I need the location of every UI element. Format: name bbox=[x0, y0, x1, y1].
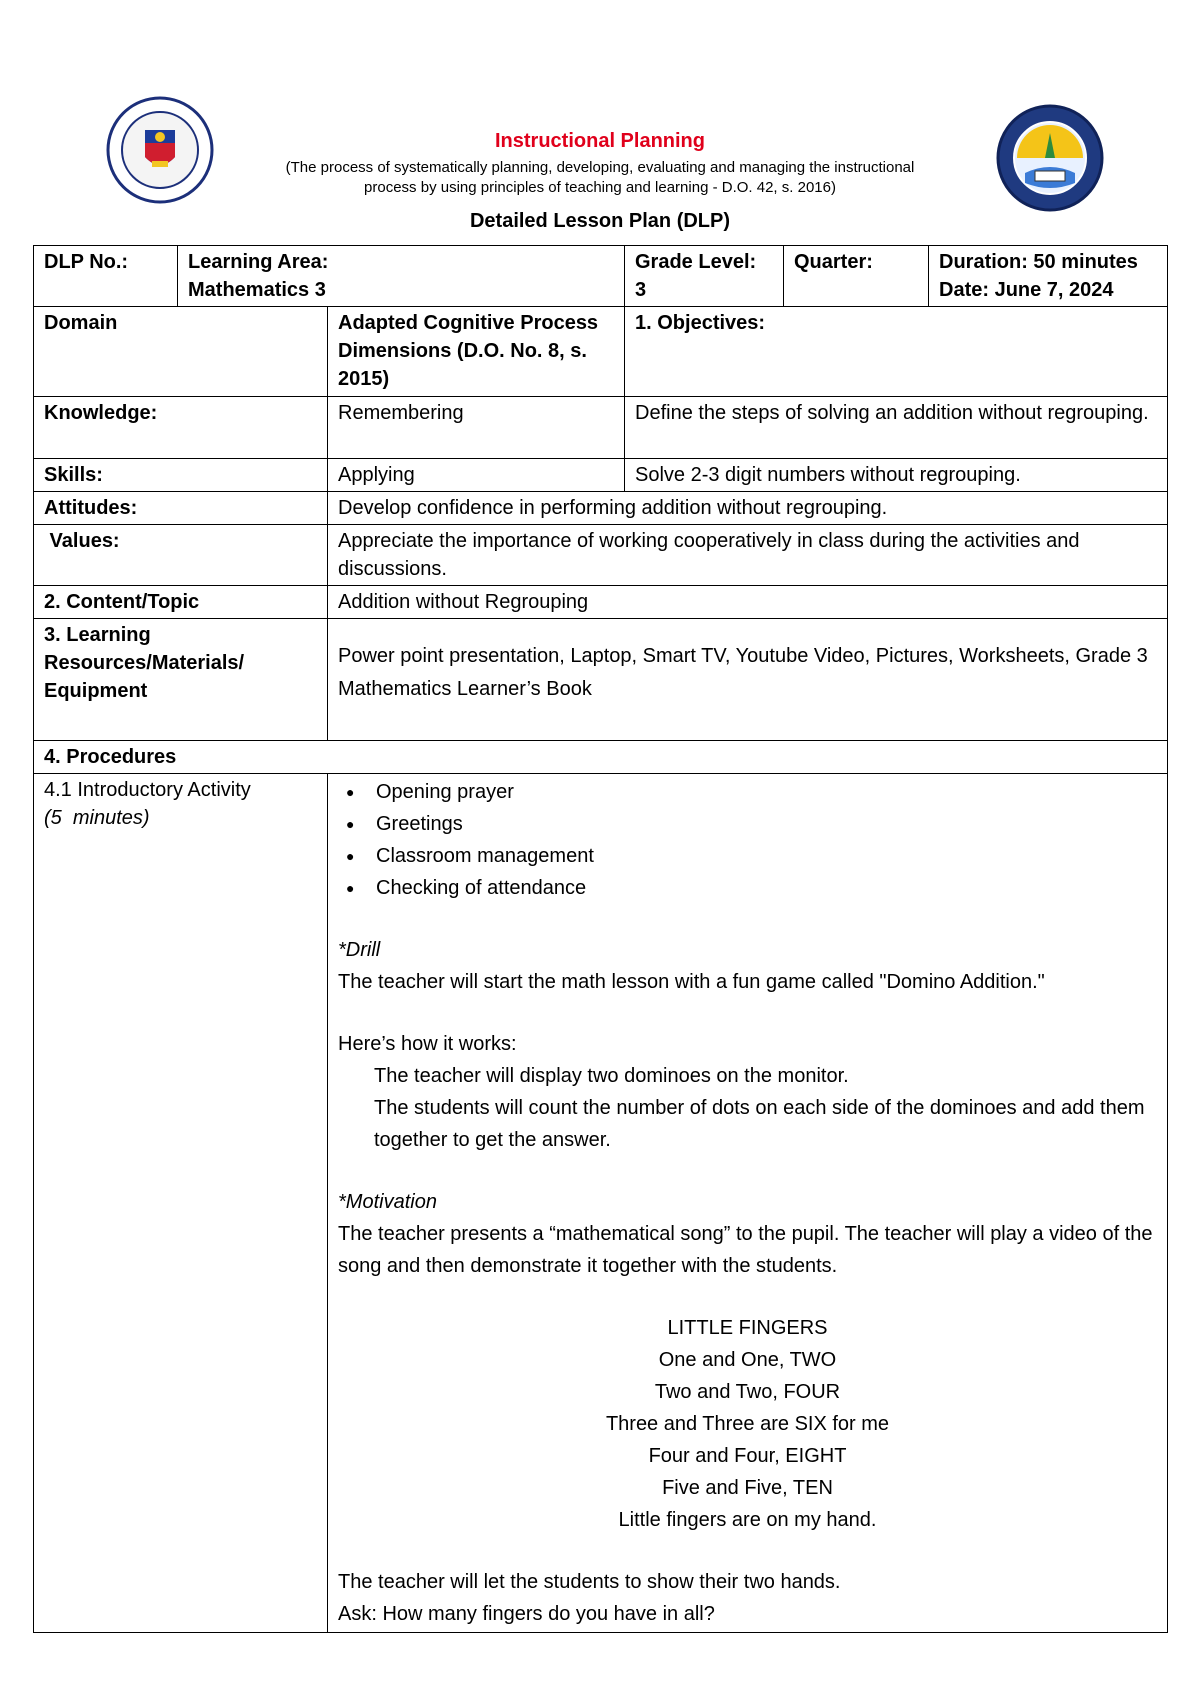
domain-row bbox=[34, 307, 1168, 397]
drill-heading: *Drill bbox=[338, 939, 381, 961]
intro-content-cell bbox=[328, 774, 1168, 1633]
skills-process: Applying bbox=[328, 459, 625, 492]
grade-level-cell bbox=[625, 246, 784, 307]
intro-label-cell bbox=[34, 774, 328, 1633]
how-heading: Here’s how it works: bbox=[338, 1033, 517, 1055]
song-line: Little fingers are on my hand. bbox=[618, 1509, 877, 1531]
cognitive-header: Adapted Cognitive Process Dimensions (D.O. No. 8, s. 2015) bbox=[328, 307, 625, 397]
attitudes-value: Develop confidence in performing addition without regrouping. bbox=[328, 492, 1168, 525]
song-line: Three and Three are SIX for me bbox=[605, 1413, 890, 1435]
instructional-planning-subtitle bbox=[240, 158, 960, 198]
instructional-planning-title: Instructional Planning bbox=[494, 130, 705, 152]
skills-label: Skills: bbox=[34, 459, 328, 492]
introductory-activity-row bbox=[34, 774, 1168, 1633]
how-step-1: The teacher will display two dominoes on the monitor. bbox=[374, 1065, 849, 1087]
skills-objective: Solve 2-3 digit numbers without regrouping. bbox=[625, 459, 1168, 492]
list-item: ● Opening prayer bbox=[376, 776, 1157, 808]
skills-row bbox=[34, 459, 1168, 492]
content-label: 2. Content/Topic bbox=[34, 586, 328, 619]
motivation-text: The teacher presents a “mathematical song” to the pupil. The teacher will play a video of the song and then demonstrate it together with the students. bbox=[338, 1223, 1153, 1277]
resources-value: Power point presentation, Laptop, Smart TV, Youtube Video, Pictures, Worksheets, Grade 3 Mathematics Learner’s Book bbox=[328, 619, 1168, 741]
knowledge-objective: Define the steps of solving an addition without regrouping. bbox=[625, 397, 1168, 459]
resources-label: 3. Learning Resources/Materials/ Equipment bbox=[34, 619, 328, 741]
motivation-heading: *Motivation bbox=[338, 1191, 437, 1213]
duration-date-cell bbox=[929, 246, 1168, 307]
subtitle-line-2: process by using principles of teaching and learning - D.O. 42, s. 2016) bbox=[364, 179, 836, 196]
closing-text-2: Ask: How many fingers do you have in all? bbox=[338, 1603, 715, 1625]
knowledge-label: Knowledge: bbox=[34, 397, 328, 459]
division-seal-logo bbox=[995, 103, 1105, 213]
song-title: LITTLE FINGERS bbox=[667, 1317, 828, 1339]
attitudes-label: Attitudes: bbox=[34, 492, 328, 525]
resources-row bbox=[34, 619, 1168, 741]
attitudes-row bbox=[34, 492, 1168, 525]
quarter-cell: Quarter: bbox=[784, 246, 929, 307]
learning-area-value: Mathematics 3 bbox=[188, 279, 326, 301]
song-line: One and One, TWO bbox=[658, 1349, 837, 1371]
knowledge-row bbox=[34, 397, 1168, 459]
lesson-plan-table bbox=[33, 245, 1168, 1633]
knowledge-process: Remembering bbox=[328, 397, 625, 459]
drill-text: The teacher will start the math lesson with a fun game called "Domino Addition." bbox=[338, 971, 1045, 993]
dlp-title: Detailed Lesson Plan (DLP) bbox=[469, 210, 731, 232]
how-step-2: The students will count the number of dots on each side of the dominoes and add them together to get the answer. bbox=[374, 1097, 1145, 1151]
content-row bbox=[34, 586, 1168, 619]
song-line: Four and Four, EIGHT bbox=[648, 1445, 847, 1467]
grade-level-label: Grade Level: bbox=[635, 251, 757, 273]
grade-level-value: 3 bbox=[635, 279, 647, 301]
info-row bbox=[34, 246, 1168, 307]
subtitle-line-1: (The process of systematically planning, developing, evaluating and managing the instructional bbox=[285, 159, 915, 176]
domain-header: Domain bbox=[34, 307, 328, 397]
values-row bbox=[34, 525, 1168, 586]
list-item: ● Classroom management bbox=[376, 840, 1157, 872]
learning-area-label: Learning Area: bbox=[188, 251, 329, 273]
list-item: ● Greetings bbox=[376, 808, 1157, 840]
duration-text: Duration: 50 minutes bbox=[939, 251, 1138, 273]
list-item: ● Checking of attendance bbox=[376, 872, 1157, 904]
objectives-header: 1. Objectives: bbox=[625, 307, 1168, 397]
closing-text-1: The teacher will let the students to show their two hands. bbox=[338, 1571, 841, 1593]
intro-label: 4.1 Introductory Activity bbox=[44, 779, 251, 801]
values-label: Values: bbox=[34, 525, 328, 586]
song-line: Two and Two, FOUR bbox=[654, 1381, 841, 1403]
procedures-label: 4. Procedures bbox=[34, 741, 1168, 774]
procedures-row bbox=[34, 741, 1168, 774]
intro-bullet-list bbox=[338, 776, 1157, 904]
content-value: Addition without Regrouping bbox=[328, 586, 1168, 619]
date-text: Date: June 7, 2024 bbox=[939, 279, 1114, 301]
song-lyrics bbox=[338, 1312, 1157, 1536]
learning-area-cell bbox=[178, 246, 625, 307]
song-line: Five and Five, TEN bbox=[662, 1477, 833, 1499]
intro-time: (5 minutes) bbox=[44, 807, 150, 829]
dlp-no-cell: DLP No.: bbox=[34, 246, 178, 307]
values-value: Appreciate the importance of working cooperatively in class during the activities and discussions. bbox=[328, 525, 1168, 586]
